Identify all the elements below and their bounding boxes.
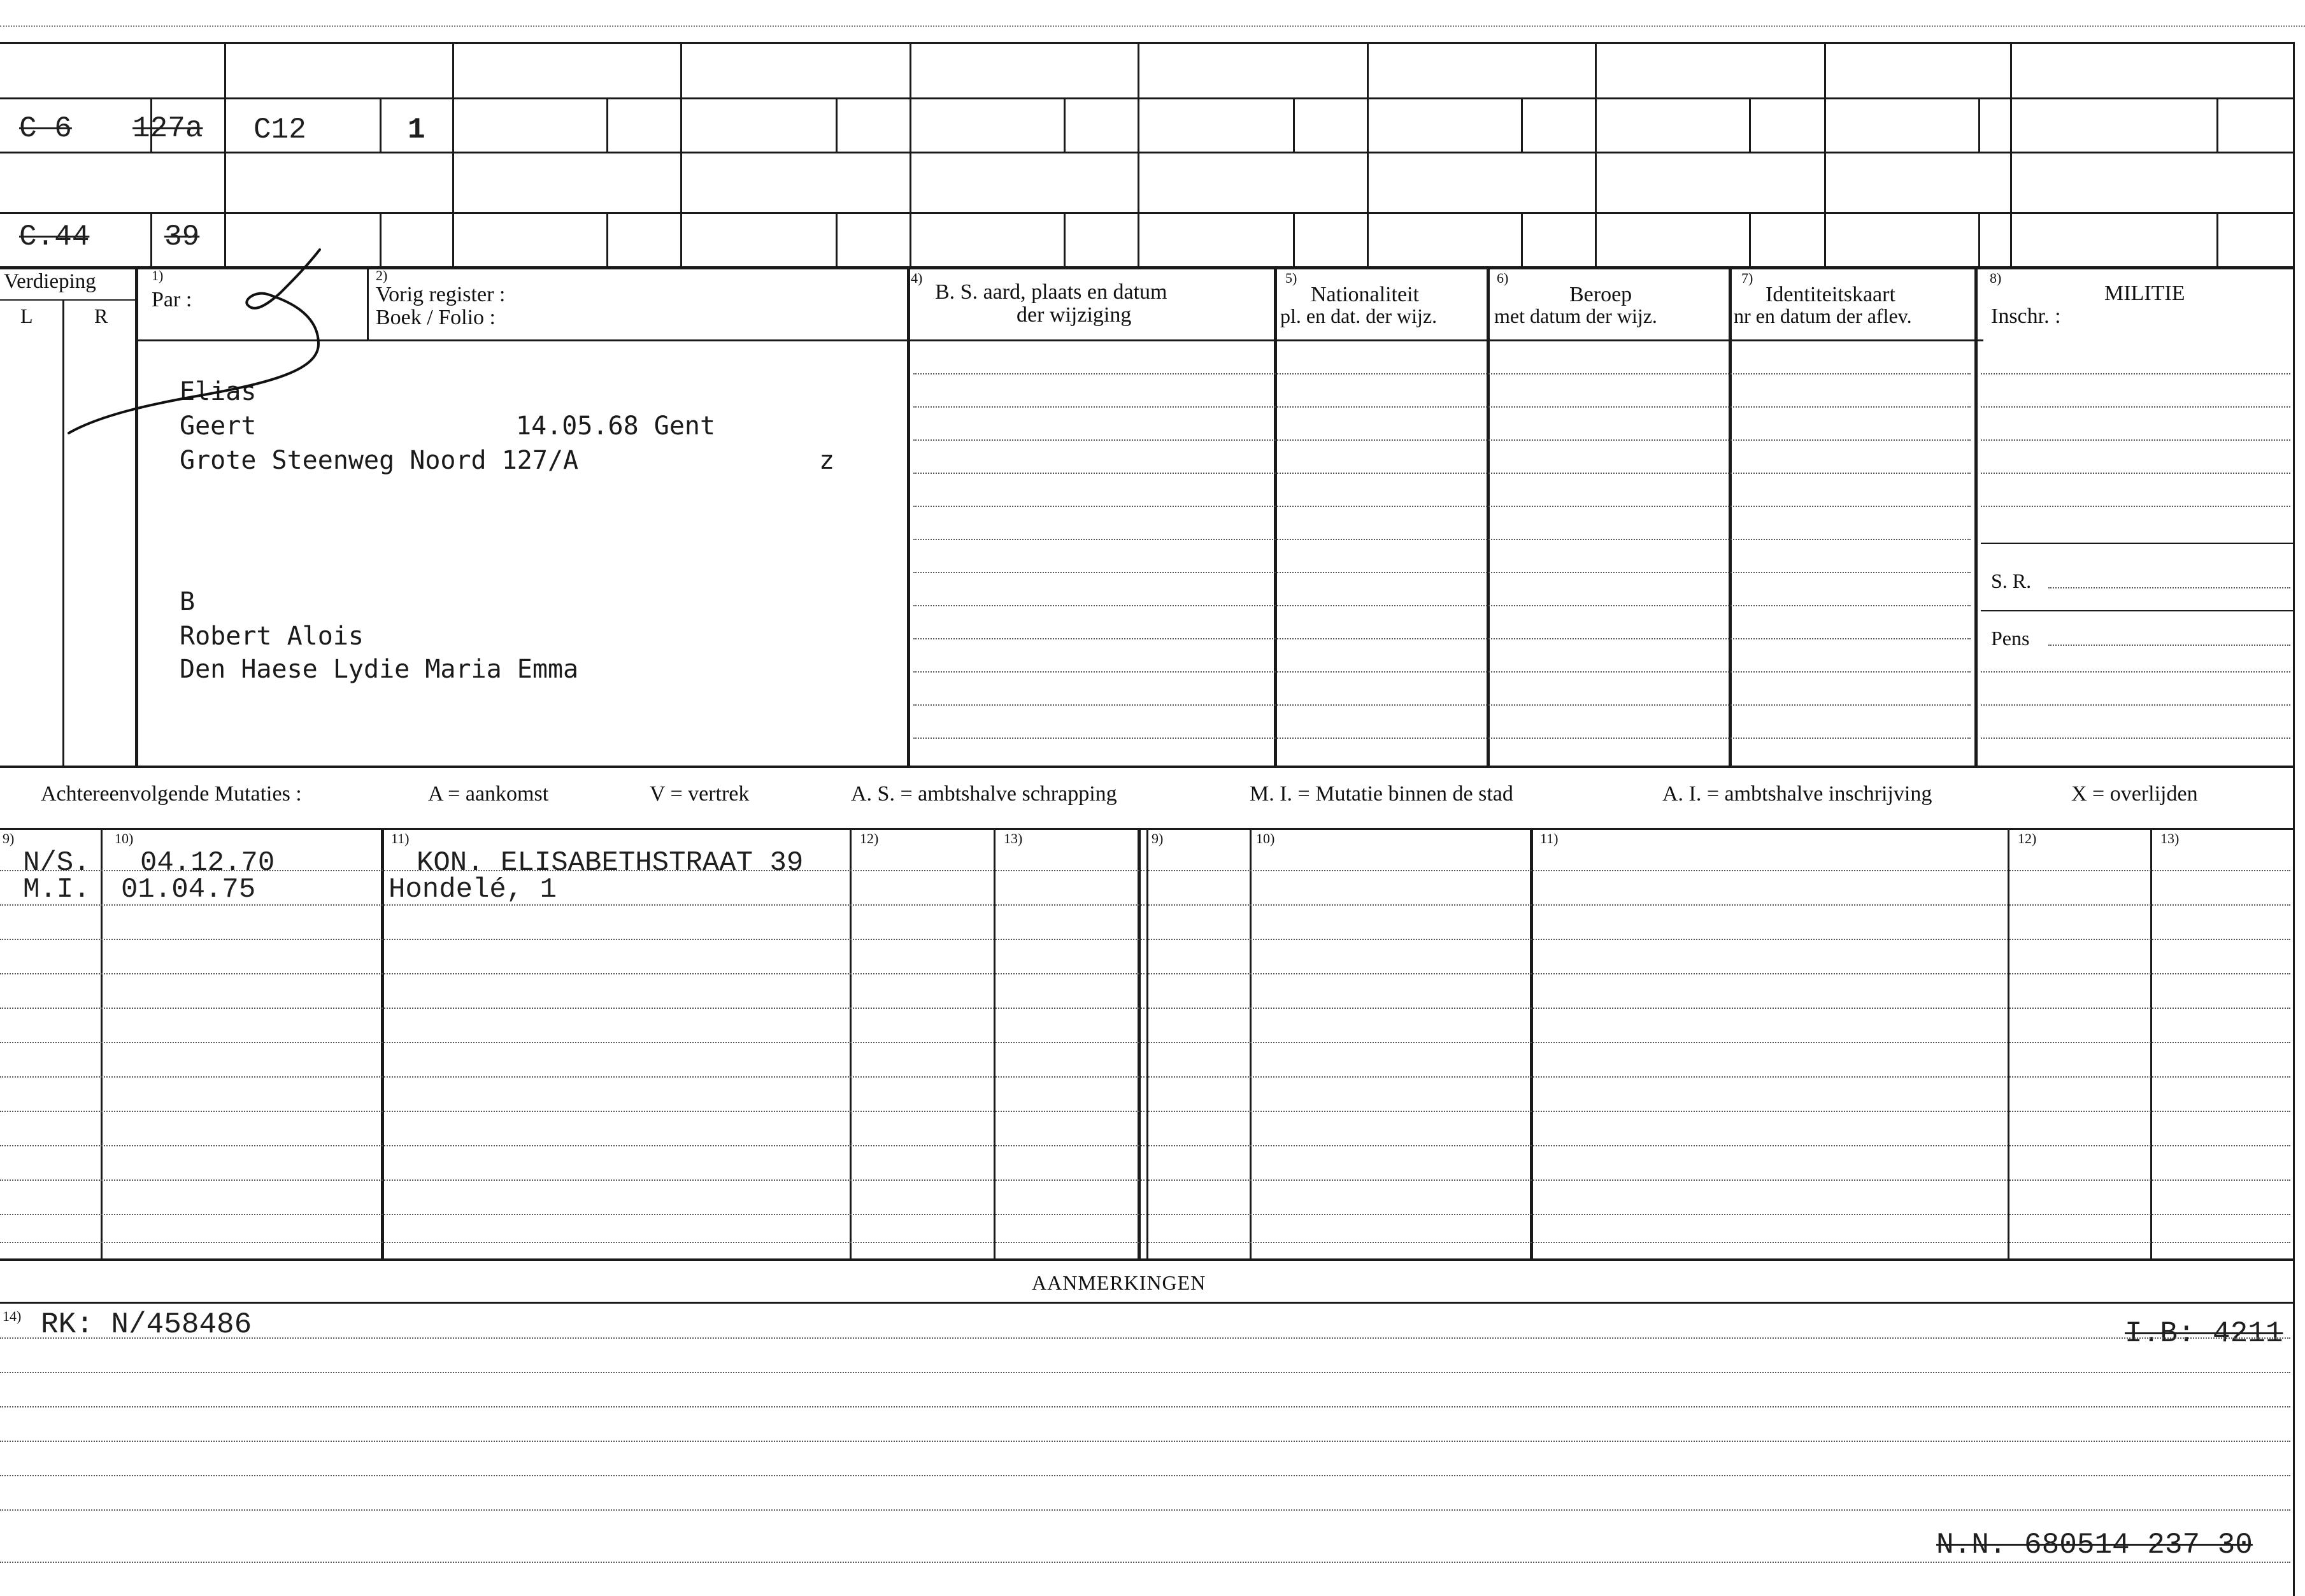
rule bbox=[836, 212, 838, 266]
person-surname: Elias bbox=[180, 377, 257, 406]
rule bbox=[0, 1562, 2290, 1563]
header-code-a: C 6 bbox=[19, 112, 72, 145]
col7-label-1: Identiteitskaart bbox=[1766, 283, 1895, 306]
rule bbox=[0, 973, 2290, 974]
rule bbox=[1824, 42, 1826, 266]
remark-rk: RK: N/458486 bbox=[41, 1308, 252, 1341]
rule bbox=[913, 704, 1971, 706]
header-code-row1 bbox=[19, 112, 203, 145]
rule bbox=[0, 1475, 2290, 1476]
rule bbox=[0, 1337, 2290, 1339]
col4-label-2: der wijziging bbox=[1017, 303, 1132, 327]
rule bbox=[0, 212, 2293, 214]
col7-number: 7) bbox=[1741, 270, 1753, 286]
rule bbox=[0, 1145, 2290, 1146]
legend-as: A. S. = ambtshalve schrapping bbox=[851, 782, 1117, 806]
rule bbox=[0, 1179, 2290, 1181]
legend-a: A = aankomst bbox=[428, 782, 549, 806]
rule bbox=[0, 1008, 2290, 1009]
person-birth: 14.05.68 Gent bbox=[516, 411, 716, 441]
rule bbox=[0, 1076, 2290, 1078]
rule bbox=[1974, 266, 1978, 766]
col6-label-1: Beroep bbox=[1569, 283, 1632, 306]
mutatie-code: N/S. bbox=[23, 847, 90, 879]
col5-number: 5) bbox=[1285, 270, 1297, 286]
header-code-c: C12 bbox=[253, 113, 306, 146]
header-code-e: C.44 bbox=[19, 220, 90, 253]
rule bbox=[1981, 406, 2290, 408]
mut-col12: 12) bbox=[860, 830, 879, 846]
rule bbox=[913, 671, 1971, 673]
rule bbox=[913, 373, 1971, 374]
rule bbox=[367, 266, 369, 339]
remark-nn: N.N. 680514 237 30 bbox=[1936, 1528, 2253, 1562]
mut-col13: 13) bbox=[1004, 830, 1023, 846]
rule bbox=[1749, 212, 1751, 266]
rule bbox=[850, 828, 852, 1258]
col7-label-2: nr en datum der aflev. bbox=[1734, 304, 1912, 327]
rule bbox=[2216, 212, 2218, 266]
rule bbox=[1530, 828, 1533, 1258]
rule bbox=[910, 42, 911, 266]
rule bbox=[0, 1214, 2290, 1215]
col4-number: 4) bbox=[911, 270, 923, 286]
rule bbox=[1595, 42, 1597, 266]
rule bbox=[913, 737, 1971, 739]
rule bbox=[1981, 671, 2290, 673]
rule bbox=[1274, 266, 1277, 766]
rule bbox=[0, 904, 2290, 906]
rule bbox=[2293, 42, 2295, 1596]
col1-number: 1) bbox=[152, 267, 164, 283]
aanmerkingen-title: AANMERKINGEN bbox=[1032, 1271, 1206, 1294]
col8-number: 8) bbox=[1990, 270, 2002, 286]
rule bbox=[2008, 828, 2009, 1258]
rule bbox=[380, 97, 382, 152]
person-father: Robert Alois bbox=[180, 622, 364, 651]
rule bbox=[1978, 97, 1980, 152]
rule bbox=[0, 870, 2290, 871]
rule bbox=[1138, 42, 1139, 266]
mut-col12b: 12) bbox=[2018, 830, 2037, 846]
rule bbox=[101, 828, 103, 1258]
militie-pens-label: Pens bbox=[1991, 627, 2030, 650]
rule bbox=[913, 506, 1971, 507]
rule bbox=[913, 638, 1971, 639]
legend-mi: M. I. = Mutatie binnen de stad bbox=[1250, 782, 1513, 806]
col6-label-2: met datum der wijz. bbox=[1494, 304, 1657, 327]
rule bbox=[452, 42, 454, 266]
person-address: Grote Steenweg Noord 127/A bbox=[180, 446, 579, 475]
rule bbox=[0, 1441, 2290, 1442]
rule bbox=[381, 828, 384, 1258]
rule bbox=[1487, 266, 1490, 766]
rule bbox=[0, 1372, 2290, 1373]
mutaties-title: Achtereenvolgende Mutaties : bbox=[41, 782, 302, 806]
rule bbox=[2216, 97, 2218, 152]
header-code-d: 1 bbox=[408, 113, 425, 146]
col2-label-2: Boek / Folio : bbox=[376, 306, 496, 329]
rule bbox=[2048, 587, 2290, 588]
mutatie-code: M.I. bbox=[23, 874, 90, 906]
person-firstname: Geert bbox=[180, 411, 257, 441]
rule bbox=[0, 766, 2293, 768]
mutatie-address: KON. ELISABETHSTRAAT 39 bbox=[417, 847, 804, 879]
col8-label-2: Inschr. : bbox=[1991, 304, 2061, 328]
rule bbox=[1064, 212, 1066, 266]
rule bbox=[0, 1509, 2290, 1511]
rule bbox=[1138, 828, 1141, 1258]
rule bbox=[1981, 610, 2293, 611]
col2-number: 2) bbox=[376, 267, 388, 283]
col2-label-1: Vorig register : bbox=[376, 283, 506, 306]
rule bbox=[0, 1042, 2290, 1043]
verdieping-label: Verdieping bbox=[4, 270, 96, 293]
mut-col10b: 10) bbox=[1256, 830, 1275, 846]
rule bbox=[1981, 737, 2290, 739]
mut-col10: 10) bbox=[115, 830, 134, 846]
remark-ib: I.B: 4211 bbox=[2125, 1317, 2283, 1350]
handwritten-mark bbox=[64, 242, 357, 446]
rule bbox=[1981, 704, 2290, 706]
rule bbox=[1981, 543, 2293, 544]
rule bbox=[0, 1242, 2290, 1243]
rule bbox=[1293, 97, 1295, 152]
col8-label-1: MILITIE bbox=[2104, 281, 2185, 305]
rule bbox=[913, 539, 1971, 540]
person-relation: B bbox=[180, 587, 196, 616]
militie-sr-label: S. R. bbox=[1991, 569, 2032, 592]
rule bbox=[913, 439, 1971, 441]
rule bbox=[994, 828, 996, 1258]
rule bbox=[606, 97, 608, 152]
legend-ai: A. I. = ambtshalve inschrijving bbox=[1662, 782, 1932, 806]
rule bbox=[606, 212, 608, 266]
mut-col11b: 11) bbox=[1540, 830, 1559, 846]
mutatie-address: Hondelé, 1 bbox=[389, 874, 557, 906]
rule bbox=[907, 266, 910, 766]
rule bbox=[0, 152, 2293, 153]
rule bbox=[1729, 266, 1732, 766]
rule bbox=[1064, 97, 1066, 152]
header-code-b: 127a bbox=[132, 112, 203, 145]
rule bbox=[2150, 828, 2152, 1258]
rule bbox=[1521, 97, 1523, 152]
rule bbox=[1749, 97, 1751, 152]
rule bbox=[910, 339, 1983, 341]
person-mother: Den Haese Lydie Maria Emma bbox=[180, 655, 579, 684]
col6-number: 6) bbox=[1497, 270, 1509, 286]
rule bbox=[0, 1302, 2293, 1304]
mut-col13b: 13) bbox=[2160, 830, 2180, 846]
rule bbox=[0, 1258, 2293, 1261]
rule bbox=[0, 939, 2290, 940]
rule bbox=[0, 1111, 2290, 1112]
col1-label: Par : bbox=[152, 288, 192, 311]
mutatie-date: 01.04.75 bbox=[121, 874, 256, 906]
col5-label-1: Nationaliteit bbox=[1311, 283, 1419, 306]
mut-col11: 11) bbox=[391, 830, 410, 846]
col4-label-1: B. S. aard, plaats en datum bbox=[935, 280, 1167, 304]
rule bbox=[0, 25, 2305, 27]
rule bbox=[0, 42, 2293, 44]
rule bbox=[0, 1406, 2290, 1407]
rule bbox=[1978, 212, 1980, 266]
verdieping-r-label: R bbox=[94, 304, 108, 327]
rule bbox=[913, 605, 1971, 606]
rule bbox=[224, 42, 226, 266]
rule bbox=[680, 42, 682, 266]
mut-col9: 9) bbox=[3, 830, 15, 846]
mutatie-date: 04.12.70 bbox=[140, 847, 275, 879]
rule bbox=[380, 212, 382, 266]
rule bbox=[1981, 439, 2290, 441]
legend-v: V = vertrek bbox=[650, 782, 750, 806]
rule bbox=[1146, 828, 1148, 1258]
verdieping-l-label: L bbox=[20, 304, 33, 327]
header-code-f: 39 bbox=[164, 220, 200, 253]
col5-label-2: pl. en dat. der wijz. bbox=[1280, 304, 1438, 327]
rule bbox=[1981, 506, 2290, 507]
rule bbox=[1521, 212, 1523, 266]
rule bbox=[1981, 473, 2290, 474]
rule bbox=[1293, 212, 1295, 266]
rule bbox=[836, 97, 838, 152]
rule bbox=[2010, 42, 2012, 266]
rule bbox=[913, 572, 1971, 573]
mut-col9b: 9) bbox=[1152, 830, 1164, 846]
rule bbox=[1981, 373, 2290, 374]
rule bbox=[0, 97, 2293, 99]
rule bbox=[913, 473, 1971, 474]
rule bbox=[1367, 42, 1369, 266]
rule bbox=[913, 406, 1971, 408]
rule bbox=[2048, 645, 2290, 646]
rule bbox=[1250, 828, 1252, 1258]
aanmerkingen-number: 14) bbox=[3, 1308, 22, 1324]
legend-x: X = overlijden bbox=[2071, 782, 2198, 806]
person-sex: z bbox=[819, 446, 835, 475]
